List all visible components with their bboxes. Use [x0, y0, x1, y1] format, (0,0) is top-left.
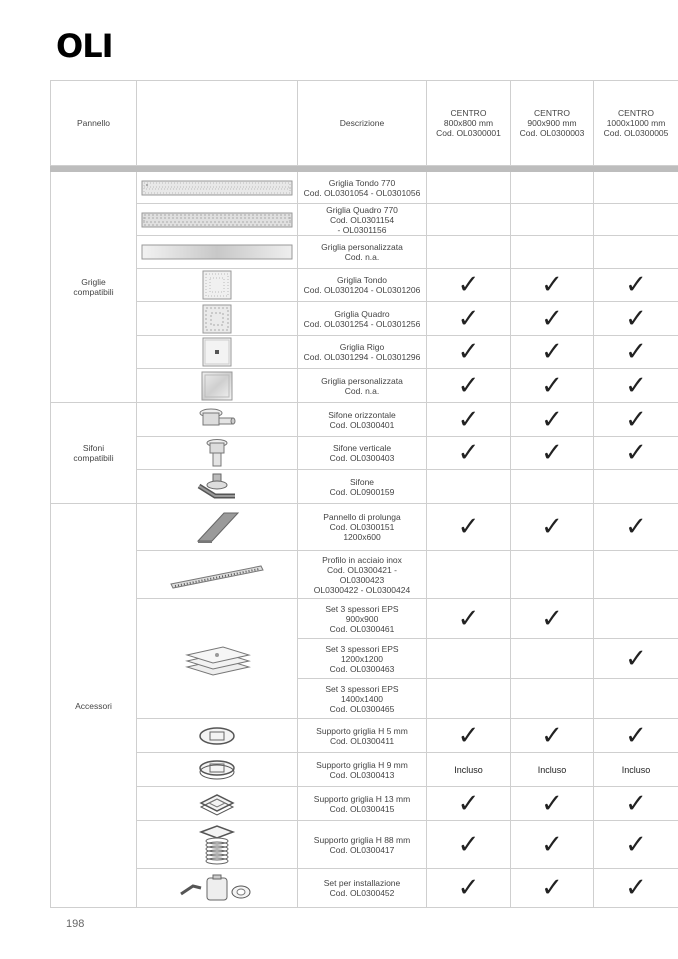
description-line: Cod. OL0301294 - OL0301296 — [303, 352, 421, 362]
table-row — [51, 821, 678, 869]
brand-logo: OLI — [56, 27, 113, 65]
siphon-vertical-image — [137, 437, 298, 470]
check-icon: ✓ — [457, 603, 480, 634]
support-h13-image — [137, 787, 298, 821]
support-h9-image — [137, 753, 298, 787]
compatible-check-cell — [511, 269, 594, 302]
row-description — [298, 551, 427, 599]
table-row — [51, 204, 678, 236]
description-line: Set 3 spessori EPS — [325, 683, 399, 694]
compatible-check-cell — [594, 821, 678, 869]
check-icon: ✓ — [541, 337, 563, 367]
empty-cell — [427, 639, 511, 679]
description-line: - OL0301156 — [337, 224, 387, 235]
table-row — [51, 719, 678, 753]
empty-cell — [594, 599, 678, 639]
description-line: Cod. OL0300401 — [329, 419, 395, 430]
compatible-check-cell — [594, 336, 678, 369]
compatible-check-cell — [594, 302, 678, 336]
row-description — [298, 639, 427, 679]
compatible-check-cell — [511, 787, 594, 821]
table-row — [51, 551, 678, 599]
description-line: Griglia Quadro 770 — [326, 204, 398, 215]
check-icon: ✓ — [625, 788, 647, 819]
compatible-check-cell — [594, 639, 678, 679]
row-description — [298, 470, 427, 504]
description-line: Cod. OL0300452 — [329, 888, 395, 898]
table-row — [51, 236, 678, 269]
header-centro-900: CENTRO 900x900 mm Cod. OL0300003 — [511, 81, 594, 166]
description-line: Cod. OL0301154 — [329, 214, 395, 225]
compatible-check-cell — [594, 869, 678, 908]
description-line: Supporto griglia H 88 mm — [313, 834, 411, 845]
description-line: OL0300423 — [339, 574, 385, 585]
compatible-check-cell — [511, 869, 594, 908]
description-line: Cod. OL0300421 - — [327, 564, 397, 575]
check-icon: ✓ — [457, 404, 480, 435]
row-description — [298, 787, 427, 821]
support-h88-image — [137, 821, 298, 869]
check-icon: ✓ — [625, 370, 647, 401]
check-icon: ✓ — [625, 303, 647, 334]
extension-panel-image — [137, 504, 298, 551]
check-icon: ✓ — [541, 829, 563, 860]
category-griglie: Griglie compatibili — [51, 172, 137, 403]
row-description — [298, 504, 427, 551]
description-line: Cod. OL0300463 — [329, 663, 395, 674]
included-cell: Incluso — [427, 753, 511, 787]
table-row — [51, 172, 678, 204]
compatible-check-cell — [427, 719, 511, 753]
compatible-check-cell — [594, 269, 678, 302]
empty-cell — [511, 172, 594, 204]
grate-custom-linear-image — [137, 236, 298, 269]
grate-round-770-image — [137, 172, 298, 204]
stainless-profile-image — [137, 551, 298, 599]
check-icon: ✓ — [541, 788, 563, 819]
description-line: Cod. OL0301204 - OL0301206 — [303, 285, 421, 295]
compatible-check-cell — [511, 403, 594, 437]
check-icon: ✓ — [541, 603, 563, 634]
description-line: Griglia Quadro — [334, 308, 390, 319]
category-accessori: Accessori — [51, 504, 137, 908]
compatible-check-cell — [427, 302, 511, 336]
row-description — [298, 336, 427, 369]
grate-round-image — [137, 269, 298, 302]
grate-custom-square-image — [137, 369, 298, 403]
table-row — [51, 470, 678, 504]
compatible-check-cell — [594, 369, 678, 403]
description-line: 1400x1400 — [340, 693, 384, 704]
empty-cell — [511, 551, 594, 599]
compatible-check-cell — [594, 403, 678, 437]
description-line: Cod. OL0300151 — [329, 522, 395, 532]
description-line: 1200x600 — [343, 532, 381, 542]
check-icon: ✓ — [625, 438, 647, 468]
description-line: Cod. OL0900159 — [329, 486, 395, 497]
compatible-check-cell — [427, 437, 511, 470]
description-line: Cod. OL0301054 - OL0301056 — [303, 187, 421, 198]
empty-cell — [594, 679, 678, 719]
header-centro-1000: CENTRO 1000x1000 mm Cod. OL0300005 — [594, 81, 678, 166]
description-line: Cod. n.a. — [344, 252, 380, 262]
description-line: Cod. n.a. — [344, 385, 380, 396]
table-row — [51, 437, 678, 470]
check-icon: ✓ — [541, 303, 563, 334]
empty-cell — [511, 236, 594, 269]
table-row — [51, 753, 678, 787]
description-line: Set 3 spessori EPS — [325, 603, 399, 614]
table-row — [51, 269, 678, 302]
description-line: Set 3 spessori EPS — [325, 643, 399, 654]
table-row — [51, 302, 678, 336]
compatible-check-cell — [427, 403, 511, 437]
grate-rigo-image — [137, 336, 298, 369]
row-description — [298, 719, 427, 753]
description-line: Sifone orizzontale — [328, 409, 396, 420]
header-image — [137, 81, 298, 166]
row-description — [298, 679, 427, 719]
description-line: Sifone — [349, 476, 375, 487]
description-line: 1200x1200 — [340, 653, 384, 664]
check-icon: ✓ — [625, 404, 647, 435]
description-line: Griglia Tondo 770 — [328, 177, 396, 188]
empty-cell — [594, 172, 678, 204]
table-row — [51, 787, 678, 821]
compatibility-table — [50, 80, 678, 908]
included-cell: Incluso — [594, 753, 678, 787]
check-icon: ✓ — [625, 337, 647, 367]
compatible-check-cell — [594, 504, 678, 551]
empty-cell — [511, 204, 594, 236]
check-icon: ✓ — [457, 788, 480, 819]
description-line: Cod. OL0300411 — [329, 735, 395, 746]
check-icon: ✓ — [457, 873, 480, 903]
table-row — [51, 869, 678, 908]
compatible-check-cell — [427, 369, 511, 403]
empty-cell — [427, 551, 511, 599]
page-number: 198 — [66, 918, 85, 930]
table-row — [51, 504, 678, 551]
row-description — [298, 172, 427, 204]
category-sifoni: Sifoni compatibili — [51, 403, 137, 504]
compatible-check-cell — [427, 269, 511, 302]
empty-cell — [427, 236, 511, 269]
compatible-check-cell — [427, 336, 511, 369]
check-icon: ✓ — [457, 337, 480, 367]
grate-square-770-image — [137, 204, 298, 236]
compatible-check-cell — [511, 437, 594, 470]
row-description — [298, 269, 427, 302]
grate-square-image — [137, 302, 298, 336]
description-line: Cod. OL0301254 - OL0301256 — [303, 318, 421, 329]
empty-cell — [594, 470, 678, 504]
compatible-check-cell — [511, 821, 594, 869]
check-icon: ✓ — [541, 873, 563, 903]
check-icon: ✓ — [541, 370, 563, 401]
installation-set-image — [137, 869, 298, 908]
compatible-check-cell — [511, 504, 594, 551]
empty-cell — [594, 236, 678, 269]
table-row — [51, 599, 678, 639]
compatible-check-cell — [427, 821, 511, 869]
included-cell: Incluso — [511, 753, 594, 787]
check-icon: ✓ — [541, 720, 563, 751]
description-line: Profilo in acciaio inox — [322, 554, 402, 565]
description-line: Pannello di prolunga — [323, 512, 401, 522]
compatible-check-cell — [427, 599, 511, 639]
description-line: Cod. OL0300415 — [329, 803, 395, 814]
row-description — [298, 236, 427, 269]
siphon-horizontal-image — [137, 403, 298, 437]
compatible-check-cell — [511, 302, 594, 336]
header-description: Descrizione — [298, 81, 427, 166]
check-icon: ✓ — [457, 512, 480, 542]
empty-cell — [427, 470, 511, 504]
check-icon: ✓ — [625, 873, 647, 903]
empty-cell — [511, 679, 594, 719]
empty-cell — [427, 172, 511, 204]
description-line: Supporto griglia H 5 mm — [316, 725, 408, 736]
compatible-check-cell — [427, 869, 511, 908]
description-line: Cod. OL0300465 — [329, 703, 395, 714]
check-icon: ✓ — [457, 829, 480, 860]
compatible-check-cell — [511, 599, 594, 639]
empty-cell — [511, 639, 594, 679]
row-description — [298, 403, 427, 437]
description-line: Supporto griglia H 13 mm — [313, 793, 411, 804]
check-icon: ✓ — [541, 270, 563, 300]
siphon-image — [137, 470, 298, 504]
row-description — [298, 753, 427, 787]
description-line: Griglia personalizzata — [321, 375, 403, 386]
description-line: Cod. OL0300461 — [329, 623, 395, 634]
compatible-check-cell — [594, 437, 678, 470]
description-line: Supporto griglia H 9 mm — [316, 759, 408, 770]
description-line: OL0300422 - OL0300424 — [313, 584, 411, 595]
row-description — [298, 302, 427, 336]
check-icon: ✓ — [457, 370, 480, 401]
table-header-row — [51, 81, 678, 166]
check-icon: ✓ — [457, 720, 480, 751]
compatible-check-cell — [427, 787, 511, 821]
check-icon: ✓ — [457, 270, 480, 300]
compatible-check-cell — [594, 787, 678, 821]
compatible-check-cell — [511, 336, 594, 369]
row-description — [298, 369, 427, 403]
check-icon: ✓ — [541, 512, 563, 542]
compatible-check-cell — [594, 719, 678, 753]
header-centro-800: CENTRO 800x800 mm Cod. OL0300001 — [427, 81, 511, 166]
table-row — [51, 369, 678, 403]
check-icon: ✓ — [625, 643, 647, 674]
empty-cell — [427, 204, 511, 236]
description-line: Set per installazione — [323, 878, 401, 888]
empty-cell — [594, 551, 678, 599]
check-icon: ✓ — [625, 270, 647, 300]
check-icon: ✓ — [625, 720, 647, 751]
check-icon: ✓ — [625, 512, 647, 542]
description-line: Griglia personalizzata — [321, 242, 403, 252]
row-description — [298, 869, 427, 908]
compatible-check-cell — [427, 504, 511, 551]
check-icon: ✓ — [541, 404, 563, 435]
description-line: Cod. OL0300403 — [329, 453, 395, 463]
empty-cell — [511, 470, 594, 504]
row-description — [298, 821, 427, 869]
description-line: Cod. OL0300413 — [329, 769, 395, 780]
compatible-check-cell — [511, 369, 594, 403]
table-row — [51, 403, 678, 437]
row-description — [298, 204, 427, 236]
description-line: Sifone verticale — [332, 443, 392, 453]
description-line: Griglia Rigo — [339, 342, 385, 352]
header-panel: Pannello — [51, 81, 137, 166]
support-h5-image — [137, 719, 298, 753]
description-line: Cod. OL0300417 — [329, 844, 395, 855]
table-row — [51, 336, 678, 369]
row-description — [298, 437, 427, 470]
check-icon: ✓ — [457, 438, 480, 468]
description-line: 900x900 — [345, 613, 379, 624]
compatible-check-cell — [511, 719, 594, 753]
eps-spacers-image — [137, 599, 298, 719]
check-icon: ✓ — [625, 829, 647, 860]
check-icon: ✓ — [541, 438, 563, 468]
empty-cell — [427, 679, 511, 719]
empty-cell — [594, 204, 678, 236]
description-line: Griglia Tondo — [337, 275, 387, 285]
row-description — [298, 599, 427, 639]
check-icon: ✓ — [457, 303, 480, 334]
